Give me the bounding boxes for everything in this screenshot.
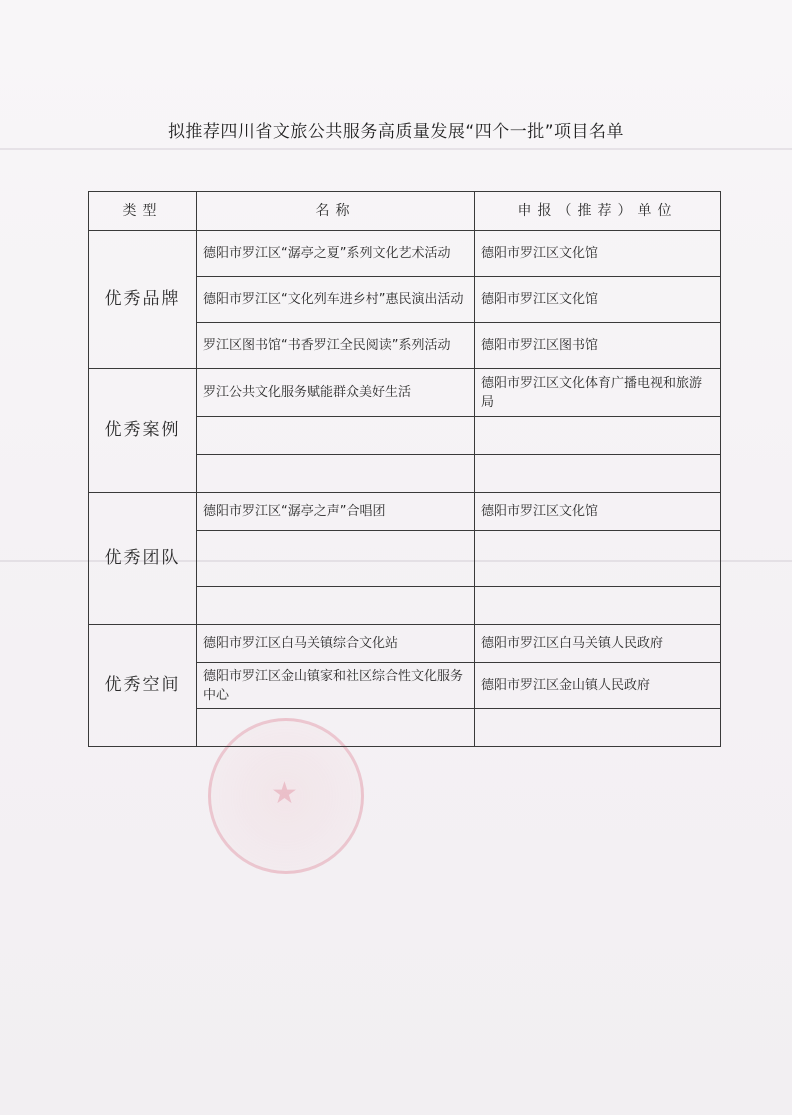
name-cell: 德阳市罗江区金山镇家和社区综合性文化服务中心 — [197, 663, 475, 709]
unit-cell: 德阳市罗江区金山镇人民政府 — [475, 663, 721, 709]
unit-cell: 德阳市罗江区文化体育广播电视和旅游局 — [475, 369, 721, 417]
unit-cell — [475, 587, 721, 625]
category-cell: 优秀空间 — [89, 625, 197, 747]
name-cell: 罗江区图书馆“书香罗江全民阅读”系列活动 — [197, 323, 475, 369]
unit-cell — [475, 531, 721, 587]
header-name: 名称 — [197, 192, 475, 231]
category-cell: 优秀案例 — [89, 369, 197, 493]
unit-cell — [475, 709, 721, 747]
name-cell — [197, 587, 475, 625]
table-row — [89, 625, 721, 663]
category-cell: 优秀团队 — [89, 493, 197, 625]
unit-cell — [475, 417, 721, 455]
table-row — [89, 493, 721, 531]
name-cell: 德阳市罗江区“潺亭之夏”系列文化艺术活动 — [197, 231, 475, 277]
name-cell — [197, 455, 475, 493]
name-cell: 德阳市罗江区白马关镇综合文化站 — [197, 625, 475, 663]
name-cell — [197, 709, 475, 747]
name-cell: 罗江公共文化服务赋能群众美好生活 — [197, 369, 475, 417]
project-table — [88, 191, 721, 747]
name-cell — [197, 417, 475, 455]
seal-star-icon: ★ — [271, 776, 298, 811]
name-cell: 德阳市罗江区“潺亭之声”合唱团 — [197, 493, 475, 531]
header-unit: 申报（推荐）单位 — [475, 192, 721, 231]
table-header-row — [89, 192, 721, 231]
name-cell: 德阳市罗江区“文化列车进乡村”惠民演出活动 — [197, 277, 475, 323]
unit-cell: 德阳市罗江区文化馆 — [475, 493, 721, 531]
unit-cell: 德阳市罗江区白马关镇人民政府 — [475, 625, 721, 663]
document-title: 拟推荐四川省文旅公共服务高质量发展“四个一批”项目名单 — [167, 122, 625, 142]
unit-cell: 德阳市罗江区文化馆 — [475, 277, 721, 323]
fold-line — [0, 148, 792, 150]
name-cell — [197, 531, 475, 587]
unit-cell: 德阳市罗江区文化馆 — [475, 231, 721, 277]
category-cell: 优秀品牌 — [89, 231, 197, 369]
unit-cell — [475, 455, 721, 493]
table-row — [89, 369, 721, 417]
table-row — [89, 231, 721, 277]
unit-cell: 德阳市罗江区图书馆 — [475, 323, 721, 369]
header-type: 类型 — [89, 192, 197, 231]
